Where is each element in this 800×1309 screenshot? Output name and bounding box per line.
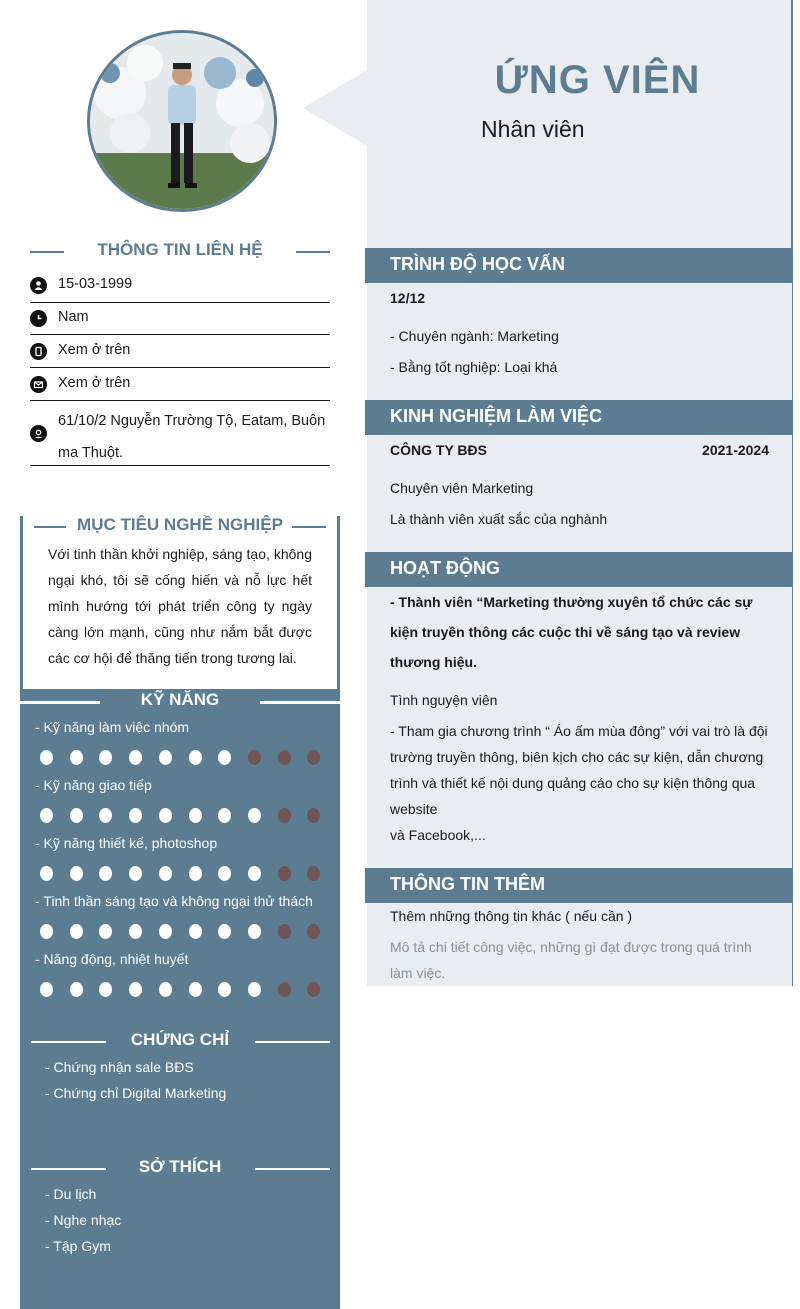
experience-note: Là thành viên xuất sắc của nghành <box>390 511 608 527</box>
user-icon <box>30 277 47 294</box>
hobby-item: - Du lịch <box>45 1186 97 1202</box>
skill-rating <box>40 750 330 765</box>
skill-name: - Kỹ năng làm việc nhóm <box>35 719 190 735</box>
contact-item-gender <box>30 303 330 335</box>
skill-dot-filled <box>218 750 231 765</box>
skill-dot-empty <box>278 924 291 939</box>
objective-text: Với tinh thần khởi nghiệp, sáng tạo, không ngại khó, tôi sẽ cống hiến và nỗ lực hết mình hướng tới phát triển công ty ngày càng lớn mạnh, cũng như nắm bắt được các cơ hội để thăng tiến trong tương lai. <box>48 546 312 666</box>
skill-dot-filled <box>248 982 261 997</box>
contact-birthdate: 15-03-1999 <box>58 276 133 292</box>
skill-dot-filled <box>189 750 202 765</box>
skill-dot-filled <box>70 866 83 881</box>
skill-dot-filled <box>159 866 172 881</box>
skill-dot-filled <box>189 924 202 939</box>
skill-dot-filled <box>159 924 172 939</box>
skill-dot-filled <box>99 924 112 939</box>
skill-dot-empty <box>307 750 320 765</box>
experience-company: CÔNG TY BĐS <box>390 442 487 458</box>
skill-dot-filled <box>40 982 53 997</box>
skill-dot-filled <box>248 866 261 881</box>
experience-period: 2021-2024 <box>702 442 769 458</box>
candidate-title: ỨNG VIÊN <box>494 58 701 102</box>
extra-bar <box>365 868 793 903</box>
hobby-item: - Nghe nhạc <box>45 1212 122 1228</box>
contact-gender: Nam <box>58 309 89 325</box>
skill-dot-filled <box>189 808 202 823</box>
skill-dot-filled <box>99 866 112 881</box>
skill-dot-filled <box>99 808 112 823</box>
skill-dot-filled <box>189 982 202 997</box>
candidate-position: Nhân viên <box>481 116 585 142</box>
skill-name: - Tinh thần sáng tạo và không ngại thử thách <box>35 893 313 909</box>
skill-dot-filled <box>218 866 231 881</box>
contact-email: Xem ở trên <box>58 375 131 391</box>
skill-rating <box>40 866 330 881</box>
skill-dot-empty <box>278 866 291 881</box>
extra-heading: THÔNG TIN THÊM <box>390 874 545 894</box>
skill-rating <box>40 808 330 823</box>
skill-dot-empty <box>278 808 291 823</box>
education-degree: - Bằng tốt nghiệp: Loại khá <box>390 359 558 375</box>
skill-dot-filled <box>159 750 172 765</box>
skill-dot-filled <box>218 982 231 997</box>
activity-highlight: - Thành viên “Marketing thường xuyên tổ chức các sự kiện truyền thông các cuộc thi về sáng tạo và review thương hiệu. <box>390 594 753 670</box>
location-icon <box>30 425 47 442</box>
skill-dot-filled <box>70 750 83 765</box>
hobby-item: - Tập Gym <box>45 1238 111 1254</box>
skill-dot-filled <box>40 924 53 939</box>
skill-dot-filled <box>129 924 142 939</box>
skill-rating <box>40 982 330 997</box>
skill-dot-filled <box>129 866 142 881</box>
skill-dot-filled <box>99 750 112 765</box>
experience-role: Chuyên viên Marketing <box>390 480 534 496</box>
skill-dot-filled <box>40 866 53 881</box>
mail-icon <box>30 376 47 393</box>
contact-item-birthdate <box>30 272 330 303</box>
skill-name: - Kỹ năng thiết kế, photoshop <box>35 835 218 851</box>
skill-dot-filled <box>70 808 83 823</box>
contact-item-phone <box>30 335 330 368</box>
activities-bar <box>365 552 793 587</box>
skill-dot-empty <box>307 924 320 939</box>
skill-dot-filled <box>99 982 112 997</box>
hobbies-heading: SỞ THÍCH <box>138 1157 222 1176</box>
skill-name: - Năng động, nhiệt huyết <box>35 951 189 967</box>
skill-dot-filled <box>70 924 83 939</box>
skills-heading: KỸ NĂNG <box>140 690 220 709</box>
clock-icon <box>30 310 47 327</box>
contact-heading <box>30 240 330 264</box>
contact-heading-text: THÔNG TIN LIÊN HỆ <box>97 240 263 259</box>
skill-dot-filled <box>70 982 83 997</box>
skill-dot-filled <box>129 808 142 823</box>
objective-heading <box>30 515 330 539</box>
education-heading: TRÌNH ĐỘ HỌC VẤN <box>390 254 565 274</box>
education-bar <box>365 248 793 283</box>
header-pointer <box>303 70 367 146</box>
skill-dot-filled <box>129 982 142 997</box>
skill-dot-filled <box>40 750 53 765</box>
skill-dot-empty <box>307 808 320 823</box>
skill-dot-empty <box>307 982 320 997</box>
skill-dot-filled <box>218 924 231 939</box>
avatar <box>87 30 277 212</box>
contact-phone: Xem ở trên <box>58 342 131 358</box>
skill-dot-filled <box>218 808 231 823</box>
skill-dot-filled <box>248 808 261 823</box>
extra-placeholder: Mô tả chi tiết công việc, những gì đạt được trong quá trình làm việc. <box>390 939 752 981</box>
skill-rating <box>40 924 330 939</box>
skill-dot-empty <box>278 750 291 765</box>
contact-item-email <box>30 368 330 401</box>
contact-address: 61/10/2 Nguyễn Trường Tộ, Eatam, Buôn ma Thuột. <box>58 413 326 461</box>
skill-name: - Kỹ năng giao tiếp <box>35 777 152 793</box>
certificate-item: - Chứng nhận sale BĐS <box>45 1059 194 1075</box>
skill-dot-filled <box>159 808 172 823</box>
experience-heading: KINH NGHIỆM LÀM VIỆC <box>390 406 603 426</box>
activity-volunteer: Tình nguyện viên <box>390 692 498 708</box>
contact-item-address <box>30 401 330 466</box>
phone-icon <box>30 343 47 360</box>
certificates-heading: CHỨNG CHỈ <box>130 1030 230 1049</box>
education-grade: 12/12 <box>390 290 426 306</box>
certificate-item: - Chứng chỉ Digital Marketing <box>45 1085 227 1101</box>
activity-detail-continued: và Facebook,... <box>390 827 486 843</box>
skill-dot-filled <box>248 924 261 939</box>
skill-dot-filled <box>159 982 172 997</box>
skill-dot-empty <box>307 866 320 881</box>
skill-dot-filled <box>189 866 202 881</box>
skill-dot-filled <box>129 750 142 765</box>
activity-detail: - Tham gia chương trình “ Áo ấm mùa đông” với vai trò là đội trường truyền thông, biên kịch cho các sự kiện, dẫn chương trình và thiết kế nội dung quảng cáo cho sự kiện thông qua website <box>390 723 768 817</box>
experience-bar <box>365 400 793 435</box>
activities-heading: HOẠT ĐỘNG <box>390 558 500 578</box>
skill-dot-empty <box>248 750 261 765</box>
extra-line: Thêm những thông tin khác ( nếu cần ) <box>390 908 633 924</box>
education-major: - Chuyên ngành: Marketing <box>390 328 559 344</box>
skill-dot-filled <box>40 808 53 823</box>
skill-dot-empty <box>278 982 291 997</box>
avatar-photo <box>90 33 274 209</box>
objective-heading-text: MỤC TIÊU NGHỀ NGHIỆP <box>77 515 283 534</box>
